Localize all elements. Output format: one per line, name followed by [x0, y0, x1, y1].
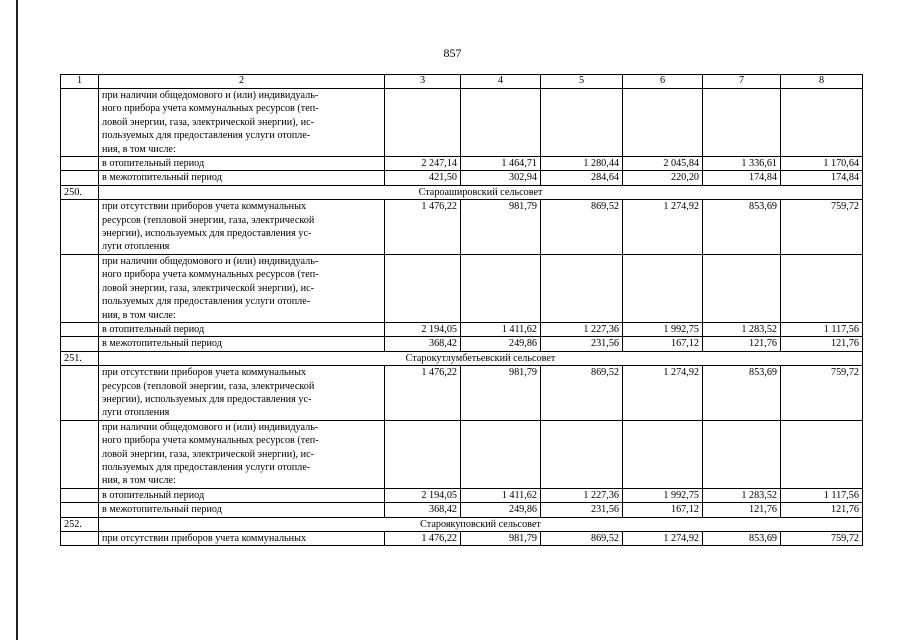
table-row [61, 200, 863, 255]
value-cell: 368,42 [385, 337, 461, 351]
value-cell: 121,76 [703, 337, 781, 351]
value-cell: 231,56 [541, 503, 623, 517]
value-cell: 759,72 [781, 200, 863, 255]
value-cell: 1 274,92 [623, 532, 703, 546]
value-cell: 121,76 [703, 503, 781, 517]
meter-present-description: при наличии общедомового и (или) индивидуаль- ного прибора учета коммунальных ресурсов (теп- ловой энергии, газа, электрической энергии), ис- пользуемых для предоставления услуги отопле- ния, в том числе: [99, 254, 385, 322]
value-cell: 121,76 [781, 337, 863, 351]
row-label: в отопительный период [99, 322, 385, 336]
column-header: 7 [703, 75, 781, 89]
page-number: 857 [443, 46, 462, 60]
value-cell: 368,42 [385, 503, 461, 517]
column-header: 4 [461, 75, 541, 89]
table-row [61, 254, 863, 322]
value-cell: 1 227,36 [541, 488, 623, 502]
value-cell: 869,52 [541, 200, 623, 255]
table-row [61, 157, 863, 171]
value-cell: 1 476,22 [385, 532, 461, 546]
section-number: 251. [61, 351, 99, 365]
value-cell: 869,52 [541, 366, 623, 421]
value-cell: 121,76 [781, 503, 863, 517]
tariff-table [60, 74, 863, 546]
value-cell: 1 274,92 [623, 366, 703, 421]
meter-present-description: при наличии общедомового и (или) индивидуаль- ного прибора учета коммунальных ресурсов (теп- ловой энергии, газа, электрической энергии), ис- пользуемых для предоставления услуги отопле- ния, в том числе: [99, 89, 385, 157]
value-cell: 853,69 [703, 366, 781, 421]
row-label: в отопительный период [99, 157, 385, 171]
section-header-row [61, 185, 863, 199]
value-cell: 1 411,62 [461, 488, 541, 502]
value-cell: 174,84 [703, 171, 781, 185]
row-label: в межотопительный период [99, 337, 385, 351]
table-row [61, 89, 863, 157]
value-cell: 1 227,36 [541, 322, 623, 336]
value-cell: 421,50 [385, 171, 461, 185]
value-cell: 1 274,92 [623, 200, 703, 255]
section-title: Староякуповский сельсовет [99, 517, 863, 531]
value-cell: 1 464,71 [461, 157, 541, 171]
table-row [61, 322, 863, 336]
value-cell: 869,52 [541, 532, 623, 546]
value-cell: 231,56 [541, 337, 623, 351]
value-cell: 284,64 [541, 171, 623, 185]
section-title: Старокутлумбетьевский сельсовет [99, 351, 863, 365]
value-cell: 174,84 [781, 171, 863, 185]
column-header: 8 [781, 75, 863, 89]
table-row [61, 171, 863, 185]
value-cell: 981,79 [461, 200, 541, 255]
value-cell: 1 336,61 [703, 157, 781, 171]
section-header-row [61, 351, 863, 365]
value-cell: 2 045,84 [623, 157, 703, 171]
value-cell: 853,69 [703, 532, 781, 546]
meter-absent-description: при отсутствии приборов учета коммунальных ресурсов (тепловой энергии, газа, электрической энергии), используемых для предоставления ус- луги отопления [99, 366, 385, 421]
value-cell: 1 283,52 [703, 488, 781, 502]
value-cell: 1 476,22 [385, 366, 461, 421]
column-number-row [61, 75, 863, 89]
value-cell: 249,86 [461, 503, 541, 517]
table-row [61, 488, 863, 502]
value-cell: 1 283,52 [703, 322, 781, 336]
section-header-row [61, 517, 863, 531]
value-cell: 1 411,62 [461, 322, 541, 336]
section-number: 252. [61, 517, 99, 531]
value-cell: 249,86 [461, 337, 541, 351]
value-cell: 853,69 [703, 200, 781, 255]
value-cell: 1 170,64 [781, 157, 863, 171]
value-cell: 1 117,56 [781, 322, 863, 336]
meter-absent-description: при отсутствии приборов учета коммунальных [99, 532, 385, 546]
value-cell: 1 280,44 [541, 157, 623, 171]
table-row [61, 532, 863, 546]
value-cell: 2 194,05 [385, 488, 461, 502]
value-cell: 302,94 [461, 171, 541, 185]
value-cell: 220,20 [623, 171, 703, 185]
row-label: в отопительный период [99, 488, 385, 502]
table-row [61, 503, 863, 517]
value-cell: 1 992,75 [623, 322, 703, 336]
value-cell: 1 476,22 [385, 200, 461, 255]
value-cell: 167,12 [623, 503, 703, 517]
section-title: Староаширoвский сельсовет [99, 185, 863, 199]
column-header: 2 [99, 75, 385, 89]
column-header: 3 [385, 75, 461, 89]
value-cell: 981,79 [461, 366, 541, 421]
section-number: 250. [61, 185, 99, 199]
meter-absent-description: при отсутствии приборов учета коммунальных ресурсов (тепловой энергии, газа, электрической энергии), используемых для предоставления ус- луги отопления [99, 200, 385, 255]
value-cell: 759,72 [781, 366, 863, 421]
row-label: в межотопительный период [99, 171, 385, 185]
row-label: в межотопительный период [99, 503, 385, 517]
value-cell: 1 117,56 [781, 488, 863, 502]
value-cell: 2 247,14 [385, 157, 461, 171]
value-cell: 167,12 [623, 337, 703, 351]
table-row [61, 337, 863, 351]
value-cell: 1 992,75 [623, 488, 703, 502]
meter-present-description: при наличии общедомового и (или) индивидуаль- ного прибора учета коммунальных ресурсов (теп- ловой энергии, газа, электрической энергии), ис- пользуемых для предоставления услуги отопле- ния, в том числе: [99, 420, 385, 488]
column-header: 1 [61, 75, 99, 89]
table-row [61, 366, 863, 421]
value-cell: 759,72 [781, 532, 863, 546]
table-row [61, 420, 863, 488]
value-cell: 2 194,05 [385, 322, 461, 336]
value-cell: 981,79 [461, 532, 541, 546]
column-header: 6 [623, 75, 703, 89]
page-left-border [16, 0, 18, 640]
column-header: 5 [541, 75, 623, 89]
